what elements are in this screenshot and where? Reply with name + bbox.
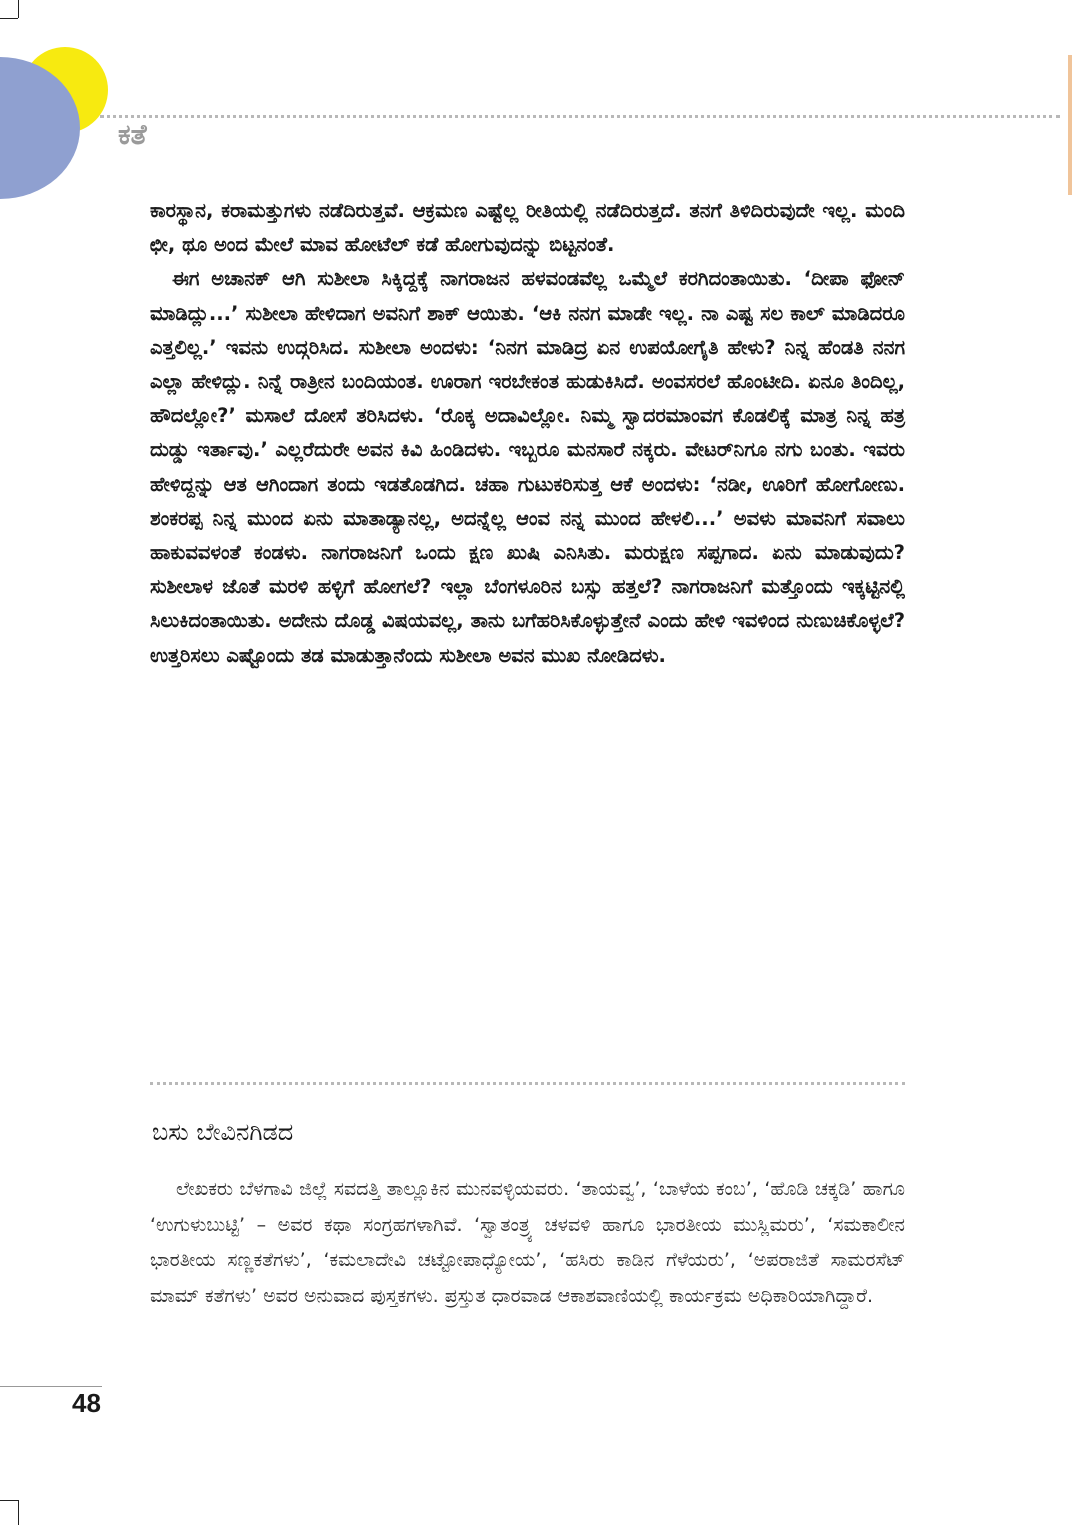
page-number-rule xyxy=(0,1386,102,1387)
story-paragraph-2: ಈಗ ಅಚಾನಕ್ ಆಗಿ ಸುಶೀಲಾ ಸಿಕ್ಕಿದ್ದಕ್ಕೆ ನಾಗರಾಜನ ಹಳವಂಡವೆಲ್ಲ ಒಮ್ಮೆಲೆ ಕರಗಿದಂತಾಯಿತು. ‘ದೀಪಾ ಫೋನ್ ಮಾಡಿದ್ಲು...’ ಸುಶೀಲಾ ಹೇಳಿದಾಗ ಅವನಿಗೆ ಶಾಕ್ ಆಯಿತು. ‘ಆಕಿ ನನಗ ಮಾಡೇ ಇಲ್ಲ. ನಾ ಎಷ್ಟ ಸಲ ಕಾಲ್ ಮಾಡಿದರೂ ಎತ್ತಲಿಲ್ಲ.’ ಇವನು ಉದ್ಗರಿಸಿದ. ಸುಶೀಲಾ ಅಂದಳು: ‘ನಿನಗ ಮಾಡಿದ್ರ ಏನ ಉಪಯೋಗೈತಿ ಹೇಳು? ನಿನ್ನ ಹೆಂಡತಿ ನನಗ ಎಲ್ಲಾ ಹೇಳಿದ್ಲು. ನಿನ್ನೆ ರಾತ್ರೀನ ಬಂದಿಯಂತ. ಊರಾಗ ಇರಬೇಕಂತ ಹುಡುಕಿಸಿದೆ. ಅಂವಸರಲೆ ಹೊಂಟೀದಿ. ಏನೂ ತಿಂದಿಲ್ಲ, ಹೌದಲ್ಲೋ?’ ಮಸಾಲೆ ದೋಸೆ ತರಿಸಿದಳು. ‘ರೊಕ್ಕ ಅದಾವಿಲ್ಲೋ. ನಿಮ್ಮ ಸ್ವಾದರಮಾಂವಗ ಕೊಡಲಿಕ್ಕೆ ಮಾತ್ರ ನಿನ್ನ ಹತ್ರ ದುಡ್ಡು ಇರ್ತಾವು.’ ಎಲ್ಲರೆದುರೇ ಅವನ ಕಿವಿ ಹಿಂಡಿದಳು. ಇಬ್ಬರೂ ಮನಸಾರೆ ನಕ್ಕರು. ವೇಟರ್‌ನಿಗೂ ನಗು ಬಂತು. ಇವರು ಹೇಳಿದ್ದನ್ನು ಆತ ಆಗಿಂದಾಗ ತಂದು ಇಡತೊಡಗಿದ. ಚಹಾ ಗುಟುಕರಿಸುತ್ತ ಆಕೆ ಅಂದಳು: ‘ನಡೀ, ಊರಿಗೆ ಹೋಗೋಣು. ಶಂಕರಪ್ಪ ನಿನ್ನ ಮುಂದ ಏನು ಮಾತಾಡ್ಯಾನಲ್ಲ, ಅದನ್ನೆಲ್ಲ ಆಂವ ನನ್ನ ಮುಂದ ಹೇಳಲಿ...’ ಅವಳು ಮಾವನಿಗೆ ಸವಾಲು ಹಾಕುವವಳಂತೆ ಕಂಡಳು. ನಾಗರಾಜನಿಗೆ ಒಂದು ಕ್ಷಣ ಖುಷಿ ಎನಿಸಿತು. ಮರುಕ್ಷಣ ಸಪ್ಪಗಾದ. ಏನು ಮಾಡುವುದು? ಸುಶೀಲಾಳ ಜೊತೆ ಮರಳಿ ಹಳ್ಳಿಗೆ ಹೋಗಲೆ? ಇಲ್ಲಾ ಬೆಂಗಳೂರಿನ ಬಸ್ಸು ಹತ್ತಲೆ? ನಾಗರಾಜನಿಗೆ ಮತ್ತೊಂದು ಇಕ್ಕಟ್ಟಿನಲ್ಲಿ ಸಿಲುಕಿದಂತಾಯಿತು. ಅದೇನು ದೊಡ್ಡ ವಿಷಯವಲ್ಲ, ತಾನು ಬಗೆಹರಿಸಿಕೊಳ್ಳುತ್ತೇನೆ ಎಂದು ಹೇಳಿ ಇವಳಿಂದ ನುಣುಚಿಕೊಳ್ಳಲೆ? ಉತ್ತರಿಸಲು ಎಷ್ಟೊಂದು ತಡ ಮಾಡುತ್ತಾನೆಂದು ಸುಶೀಲಾ ಅವನ ಮುಖ ನೋಡಿದಳು. xyxy=(150,267,905,667)
crop-mark-bottom-left-v xyxy=(18,1500,19,1525)
author-bio: ಲೇಖಕರು ಬೆಳಗಾವಿ ಜಿಲ್ಲೆ ಸವದತ್ತಿ ತಾಲ್ಲೂಕಿನ ಮುನವಳ್ಳಿಯವರು. ‘ತಾಯವ್ವ’, ‘ಬಾಳೆಯ ಕಂಬ’, ‘ಹೊಡಿ ಚಕ್ಕಡಿ’ ಹಾಗೂ ‘ಉಗುಳುಬುಟ್ಟಿ’ – ಅವರ ಕಥಾ ಸಂಗ್ರಹಗಳಾಗಿವೆ. ‘ಸ್ವಾತಂತ್ರ್ಯ ಚಳವಳಿ ಹಾಗೂ ಭಾರತೀಯ ಮುಸ್ಲಿಮರು’, ‘ಸಮಕಾಲೀನ ಭಾರತೀಯ ಸಣ್ಣಕತೆಗಳು’, ‘ಕಮಲಾದೇವಿ ಚಟ್ಟೋಪಾಧ್ಯೋಯ’, ‘ಹಸಿರು ಕಾಡಿನ ಗೆಳೆಯರು’, ‘ಅಪರಾಜಿತೆ ಸಾಮರಸೆಟ್ ಮಾಮ್ ಕತೆಗಳು’ ಅವರ ಅನುವಾದ ಪುಸ್ತಕಗಳು. ಪ್ರಸ್ತುತ ಧಾರವಾಡ ಆಕಾಶವಾಣಿಯಲ್ಲಿ ಕಾರ್ಯಕ್ರಮ ಅಧಿಕಾರಿಯಾಗಿದ್ದಾರೆ. xyxy=(150,1178,905,1307)
page-number: 48 xyxy=(72,1388,101,1418)
crop-mark-bottom-left-h xyxy=(0,1500,18,1501)
story-body xyxy=(150,194,905,673)
author-name: ಬಸು ಬೇವಿನಗಿಡದ xyxy=(152,1118,294,1146)
story-paragraph-1: ಕಾರಸ್ಥಾನ, ಕರಾಮತ್ತುಗಳು ನಡೆದಿರುತ್ತವೆ. ಆಕ್ರಮಣ ಎಷ್ಟೆಲ್ಲ ರೀತಿಯಲ್ಲಿ ನಡೆದಿರುತ್ತದೆ. ತನಗೆ ತಿಳಿದಿರುವುದೇ ಇಲ್ಲ. ಮಂದಿ ಛೀ, ಥೂ ಅಂದ ಮೇಲೆ ಮಾವ ಹೋಟೆಲ್ ಕಡೆ ಹೋಗುವುದನ್ನು ಬಿಟ್ಟನಂತೆ. xyxy=(150,199,905,257)
author-section-divider xyxy=(150,1082,905,1085)
edge-tab-marker xyxy=(1068,55,1072,195)
crop-mark-top-left-h xyxy=(0,18,18,19)
header-dotted-rule xyxy=(100,115,1060,118)
crop-mark-top-left-v xyxy=(18,0,19,18)
section-label: ಕತೆ xyxy=(118,118,147,151)
